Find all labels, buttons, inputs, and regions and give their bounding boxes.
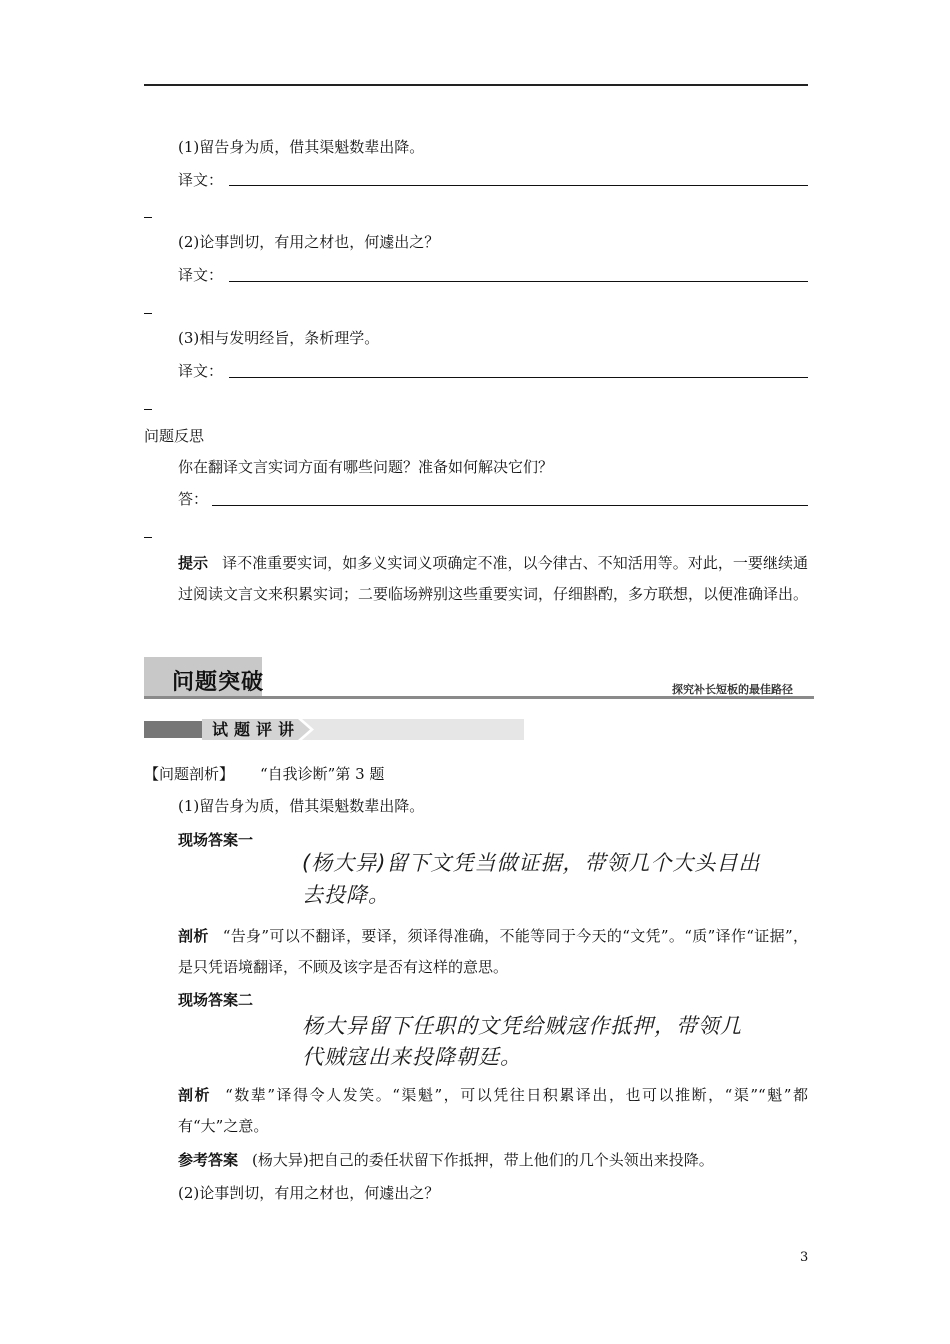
dash-mark xyxy=(144,409,152,410)
question-1: (1)留告身为质，借其渠魁数辈出降。 xyxy=(178,138,425,156)
translation-blank-1[interactable] xyxy=(229,185,808,186)
subsection-marker xyxy=(144,721,202,738)
page-number: 3 xyxy=(800,1250,809,1265)
reference-answer xyxy=(178,1150,714,1170)
analysis-question-1: (1)留告身为质，借其渠魁数辈出降。 xyxy=(178,797,425,815)
dash-mark xyxy=(144,217,152,218)
analysis1-text: “告身”可以不翻译，要译，须译得准确，不能等同于今天的“文凭”。“质”译作“证据”，是只凭语境翻译，不顾及该字是否有这样的意思。 xyxy=(178,927,808,976)
dash-mark xyxy=(144,537,152,538)
answer2-label: 现场答案二 xyxy=(178,991,254,1009)
analysis-header-bracket: 【问题剖析】 xyxy=(144,765,235,783)
hint-text: 译不准重要实词，如多义实词义项确定不准，以今律古、不知活用等。对此，一要继续通过阅读文言文来积累实词；二要临场辨别这些重要实词，仔细斟酌，多方联想，以便准确译出。 xyxy=(178,554,809,603)
reflection-prompt: 你在翻译文言实词方面有哪些问题？准备如何解决它们？ xyxy=(178,458,554,476)
reference-label: 参考答案 xyxy=(178,1151,239,1169)
translation-label-2: 译文： xyxy=(178,266,224,284)
question-2: (2)论事剀切，有用之材也，何遽出之？ xyxy=(178,233,440,251)
analysis-header-source: “自我诊断”第 3 题 xyxy=(260,765,385,783)
reflection-heading: 问题反思 xyxy=(144,427,205,445)
question-3: (3)相与发明经旨，条析理学。 xyxy=(178,329,380,347)
subsection-title: 试题评讲 xyxy=(212,720,301,739)
answer2-handwriting-line1: 杨大异留下任职的文凭给贼寇作抵押，带领几 xyxy=(302,1014,742,1038)
analysis1-label: 剖析 xyxy=(178,927,209,945)
answer1-label: 现场答案一 xyxy=(178,831,254,849)
analysis2-label: 剖析 xyxy=(178,1086,212,1104)
hint-paragraph xyxy=(178,548,808,610)
analysis1-paragraph xyxy=(178,921,808,983)
answer1-handwriting-line1: (杨大异)留下文凭当做证据，带领几个大头目出 xyxy=(302,851,761,875)
analysis2-text: “数辈”译得令人发笑。“渠魁”，可以凭往日积累译出，也可以推断，“渠”“魁”都有“大”之意。 xyxy=(178,1086,808,1135)
translation-blank-2[interactable] xyxy=(229,281,808,282)
translation-label-3: 译文： xyxy=(178,362,224,380)
answer-blank[interactable] xyxy=(212,505,808,506)
translation-blank-3[interactable] xyxy=(229,377,808,378)
reference-text: (杨大异)把自己的委任状留下作抵押，带上他们的几个头领出来投降。 xyxy=(252,1151,714,1169)
analysis-header xyxy=(144,764,384,784)
answer1-handwriting-line2: 去投降。 xyxy=(302,883,390,907)
analysis-question-2: (2)论事剀切，有用之材也，何遽出之？ xyxy=(178,1184,440,1202)
hint-label: 提示 xyxy=(178,554,209,572)
dash-mark xyxy=(144,313,152,314)
translation-label-1: 译文： xyxy=(178,171,224,189)
header-rule xyxy=(144,84,808,86)
section-subtitle: 探究补长短板的最佳路径 xyxy=(672,683,793,696)
section-title: 问题突破 xyxy=(172,670,265,695)
answer2-handwriting-line2: 代贼寇出来投降朝廷。 xyxy=(302,1045,522,1069)
analysis2-paragraph xyxy=(178,1080,808,1142)
answer-label: 答： xyxy=(178,490,209,508)
